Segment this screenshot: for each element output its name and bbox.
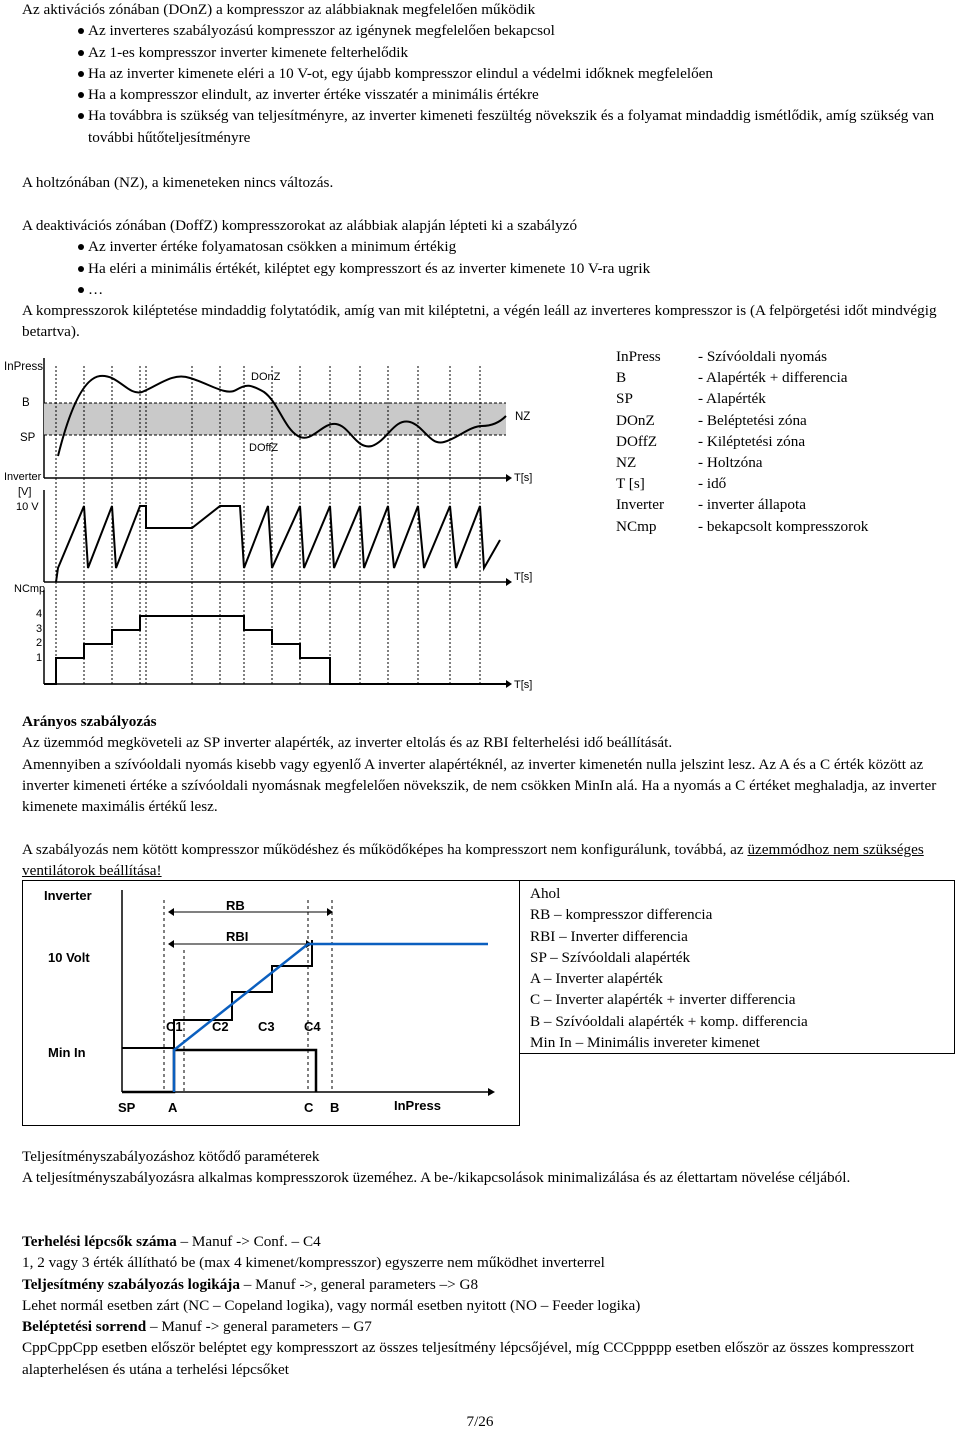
time-label-1: T[s] [514, 472, 533, 484]
axis-label-inverter: Inverter [4, 471, 42, 483]
legend-heading: Ahol [530, 885, 561, 902]
legend-item: B – Szívóoldali alapérték + komp. differencia [530, 1012, 808, 1030]
legend-row: SP - Alapérték [616, 390, 766, 408]
paragraph: Lehet normál esetben zárt (NC – Copeland logika), vagy normál esetben nyitott (NO – Feeder logika) [22, 1296, 641, 1314]
arrowhead [506, 680, 512, 688]
nz-label: NZ [515, 411, 531, 423]
axis-label-ncmp: NCmp [14, 583, 46, 595]
inverter-output-line [174, 944, 488, 1092]
arrowhead [506, 578, 512, 586]
tick-label-2: 2 [36, 637, 43, 649]
page-number: 7/26 [466, 1413, 494, 1430]
paragraph: CppCppCpp esetben először beléptet egy kompresszort az összes teljesítmény lépcsőjével, míg CCCppppp esetben először az összes kompresszort alapterhelésen és utána a terhelési lépcsőket [22, 1339, 915, 1378]
axis-label-inpress: InPress [4, 361, 43, 373]
legend-row: DOffZ - Kiléptetési zóna [616, 432, 806, 450]
rb-label: RB [226, 898, 245, 913]
legend-item: RB – kompresszor differencia [530, 906, 713, 924]
deactivation-bullet-list [22, 236, 952, 300]
tick-label-4: 4 [36, 608, 43, 620]
deactivation-intro: A deaktivációs zónában (DoffZ) kompresszorokat az alábbiak alapján lépteti ki a szabályzó [22, 217, 578, 234]
c4-label: C4 [304, 1019, 321, 1034]
legend-item: A – Inverter alapérték [530, 970, 663, 988]
paragraph: A teljesítményszabályozásra alkalmas kompresszorok üzeméhez. A be-/kikapcsolások minimalizálása és az élettartam növelése céljából. [22, 1169, 851, 1187]
axis-label-sp: SP [20, 432, 36, 444]
legend-row: NCmp - bekapcsolt kompresszorok [616, 517, 869, 535]
parameter-g8: Teljesítmény szabályozás logikája – Manuf ->, general parameters –> G8 [22, 1275, 479, 1293]
capacity-params-section [22, 1146, 952, 1189]
compressor-step-line [122, 1050, 316, 1092]
paragraph: Az üzemmód megköveteli az SP inverter alapérték, az inverter eltolás és az RBI felterhelési idő beállítását. [22, 734, 673, 752]
ten-volt-label: 10 Volt [48, 950, 90, 965]
axis-label-unit-v: [V] [18, 486, 32, 498]
list-item: Ha az inverter kimenete eléri a 10 V-ot, egy újabb kompresszor elindul a védelmi időknek megfelelően [22, 63, 952, 84]
activation-intro: Az aktivációs zónában (DOnZ) a kompresszor az alábbiaknak megfelelően működik [22, 1, 536, 18]
legend-row: NZ - Holtzóna [616, 453, 763, 471]
doffz-label: DOffZ [249, 442, 279, 454]
diagram-legend-box [519, 880, 955, 1054]
b-label: B [330, 1100, 340, 1115]
compressor-count-steps [44, 616, 506, 684]
legend-item: SP – Szívóoldali alapérték [530, 948, 691, 966]
list-item: Ha eléri a minimális értékét, kiléptet egy kompresszort és az inverter kimenete 10 V-ra ugrik [22, 258, 952, 279]
arrowhead [168, 940, 174, 948]
activation-bullet-list [22, 20, 952, 148]
list-item: Az inverter értéke folyamatosan csökken a minimum értékig [22, 236, 952, 257]
c2-label: C2 [212, 1019, 229, 1034]
proportional-control-diagram [22, 880, 520, 1126]
time-label-2: T[s] [514, 571, 533, 583]
legend-row: T [s] - idő [616, 475, 727, 493]
legend-item: RBI – Inverter differencia [530, 927, 688, 945]
legend-row: Inverter - inverter állapota [616, 496, 806, 514]
diagram-frame [23, 881, 520, 1126]
donz-label: DOnZ [251, 371, 281, 383]
inverter-waveform [56, 506, 500, 582]
axis-label-b: B [22, 397, 30, 409]
axis-label-10v: 10 V [16, 501, 39, 513]
legend-item: Min In – Minimális invereter kimenet [530, 1034, 760, 1052]
parameter-g7: Beléptetési sorrend – Manuf -> general parameters – G7 [22, 1318, 372, 1336]
list-item: Ha a kompresszor elindult, az inverter értéke visszatér a minimális értékre [22, 84, 952, 105]
arrowhead [168, 908, 174, 916]
proportional-control-section [22, 711, 952, 817]
deactivation-zone-section [22, 215, 952, 343]
axis-label-inverter: Inverter [44, 888, 92, 903]
inpress-label: InPress [394, 1098, 441, 1113]
legend-item: C – Inverter alapérték + inverter differencia [530, 991, 796, 1009]
legend-row: B - Alapérték + differencia [616, 369, 848, 387]
arrowhead [506, 474, 512, 482]
parameter-list [22, 1231, 952, 1380]
tick-label-3: 3 [36, 623, 43, 635]
legend-row: DOnZ - Beléptetési zóna [616, 411, 807, 429]
c-label: C [304, 1100, 314, 1115]
arrowhead [488, 1088, 495, 1096]
section-heading: Teljesítményszabályozáshoz kötődő paraméterek [22, 1148, 320, 1165]
neutral-zone-band [44, 403, 506, 435]
activation-zone-section [22, 0, 952, 148]
min-in-label: Min In [48, 1045, 86, 1060]
paragraph: Amennyiben a szívóoldali nyomás kisebb vagy egyenlő A inverter alapértéknél, az inverter kimenetén nulla jelszint lesz. Az A és a C érték között az inverter kimeneti értéke a szívóoldali nyomásnak megfelelően növekszik, de nem csökken MinIn alá. Ha a nyomás a C értéket meghaladja, az inverter kimenete maximális értékű lesz. [22, 755, 937, 816]
a-label: A [168, 1100, 178, 1115]
legend-row: InPress - Szívóoldali nyomás [616, 348, 828, 365]
neutral-zone-text: A holtzónában (NZ), a kimeneteken nincs változás. [22, 174, 334, 191]
list-item: Az 1-es kompresszor inverter kimenete felterhelődik [22, 42, 952, 63]
rbi-label: RBI [226, 929, 249, 944]
section-heading: Arányos szabályozás [22, 713, 157, 730]
paragraph: 1, 2 vagy 3 érték állítható be (max 4 kimenet/kompresszor) egyszerre nem működhet inverterrel [22, 1254, 605, 1272]
diagram-legend [616, 346, 868, 537]
parameter-c4: Terhelési lépcsők száma – Manuf -> Conf. – C4 [22, 1233, 321, 1250]
zone-timing-diagram [0, 350, 540, 695]
sp-label: SP [118, 1100, 136, 1115]
deactivation-closing: A kompresszorok kiléptetése mindaddig folytatódik, amíg van mit kiléptetni, a végén leáll az inverteres kompresszor is (A felpörgetési időt mindvégig betartva). [22, 302, 937, 341]
time-label-3: T[s] [514, 679, 533, 691]
c3-label: C3 [258, 1019, 275, 1034]
paragraph: A szabályozás nem kötött kompresszor működéshez és működőképes ha kompresszort nem konfigurálunk, továbbá, az üzemmódhoz nem szükséges ventilátorok beállítása! [22, 841, 924, 880]
list-item: Az inverteres szabályozású kompresszor az igénynek megfelelően bekapcsol [22, 20, 952, 41]
tick-label-1: 1 [36, 652, 43, 664]
c1-label: C1 [166, 1019, 183, 1034]
list-item: … [22, 279, 952, 300]
list-item: Ha továbbra is szükség van teljesítményre, az inverter kimeneti feszültég növekszik és a folyamat mindaddig ismétlődik, amíg szükség van további hűtőteljesítményre [22, 105, 952, 148]
